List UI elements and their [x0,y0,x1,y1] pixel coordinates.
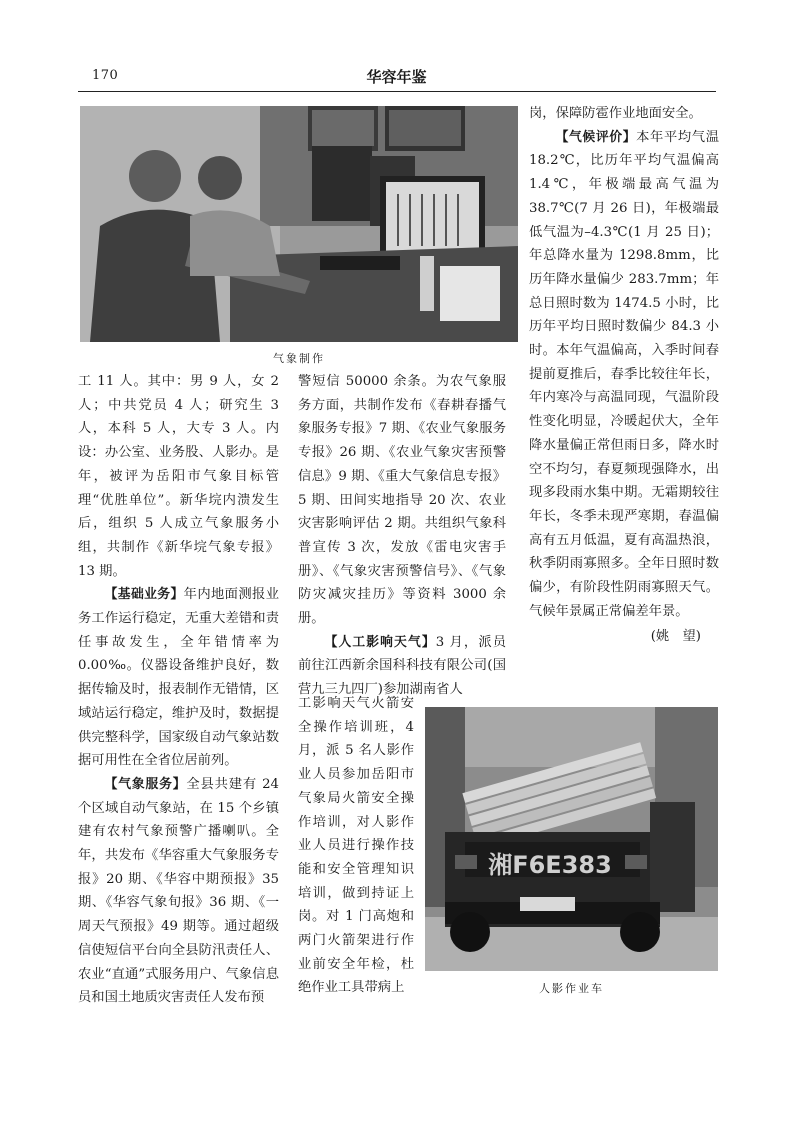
running-title: 华容年鉴 [366,68,427,86]
column-left [78,370,279,1010]
figure-caption: 人影作业车 [539,982,604,995]
column-middle [298,370,506,702]
section-body: 年内地面测报业务工作运行稳定，无重大差错和责任事故发生，全年错情率为 0.00‰。仪器设备维护良好，数据传输及时，报表制作无错情，区域站运行稳定，维护及时，数据提供完整科学，国家级自动气象站数据可用性在全省位居前列。 [78,587,280,769]
rocket-truck-photo [425,707,718,971]
section-heading: 【人工影响天气】 [324,634,436,650]
header-divider [78,91,716,92]
section-body: 3 月，派员前往江西新余国科科技有限公司(国营九三九四厂)参加湖南省人 [298,634,507,698]
section-body-continued: 工影响天气火箭安全操作培训班，4 月，派 5 名人影作业人员参加岳阳市气象局火箭安全操作培训，对人影作业人员进行操作技能和安全管理知识培训，做到持证上岗。对 1 门高炮和两门火箭架进行作业前安全年检，杜绝作业工具带病上 [298,696,414,996]
column-middle-narrow [298,692,414,1000]
photo-truck-rocket-launcher-icon [425,707,718,971]
author-signature: (姚 望) [650,629,701,645]
column-right [529,102,719,649]
continued-paragraph: 岗，保障防雹作业地面安全。 [529,106,702,121]
climate-evaluation-section [529,126,719,624]
agri-service-paragraph: 警短信 50000 余条。为农气象服务方面，共制作发布《春耕春播气象服务专报》7 期、《农业气象服务专报》26 期、《农业气象灾害预警信息》9 期、《重大气象信息专报》5 期、田间实地指导 20 次、农业灾害影响评估 2 期。共组织气象科普宣传 3 次，发放《雷电灾害手册》、《气象灾害预警信号》、《气象防灾减灾挂历》等资料 3000 余册。 [298,374,506,627]
figure-caption: 气象制作 [273,352,325,365]
section-heading: 【基础业务】 [104,587,184,603]
page-number: 170 [92,68,119,83]
photo-office-weather-production-icon [80,106,518,342]
section-body: 本年平均气温 18.2℃，比历年平均气温偏高 1.4℃，年极端最高气温为 38.7℃(7 月 26 日)，年极端最低气温为–4.3℃(1 月 25 日)；年总降水量为 1298.8mm，比历年降水量偏少 283.7mm；年总日照时数为 1474.5 小时，比历年平均日照时数偏少 84.3 小时。本年气温偏高，入季时间春提前夏推后，春季比较往年长，年内寒冷与高温同现，气温阶段性变化明显，冷暖起伏大，全年降水量偏正常但雨日多，降水时空不均匀，春夏频现强降水，出现多段雨水集中期。无霜期较往年长，冬季未现严寒期，春温偏高有五月低温，夏有高温热浪，秋季阴雨寡照多。全年日照时数偏少，有阶段性阴雨寡照天气。气候年景属正常偏差年景。 [529,129,720,619]
staff-paragraph: 工 11 人。其中：男 9 人，女 2 人；中共党员 4 人；研究生 3 人，本科 5 人，大专 3 人。内设：办公室、业务股、人影办。是年，被评为岳阳市气象目标管理“优胜单位”。新华垸内溃发生后，组织 5 人成立气象服务小组，共制作《新华垸气象专报》13 期。 [78,374,279,579]
license-plate-painted: 湘F6E383 [488,851,612,879]
weather-production-photo [80,106,518,342]
section-heading: 【气候评价】 [555,129,637,145]
basic-operations-section [78,583,279,773]
section-heading: 【气象服务】 [104,776,187,792]
section-body: 全县共建有 24 个区域自动气象站，在 15 个乡镇建有农村气象预警广播喇叭。全年，共发布《华容重大气象服务专报》20 期、《华容中期预报》35 期、《华容气象旬报》36 期、《一周天气预报》49 期等。通过超级信使短信平台向全县防汛责任人、农业“直通”式服务用户、气象信息员和国土地质灾害责任人发布预 [78,776,279,1006]
weather-service-section [78,773,279,1010]
